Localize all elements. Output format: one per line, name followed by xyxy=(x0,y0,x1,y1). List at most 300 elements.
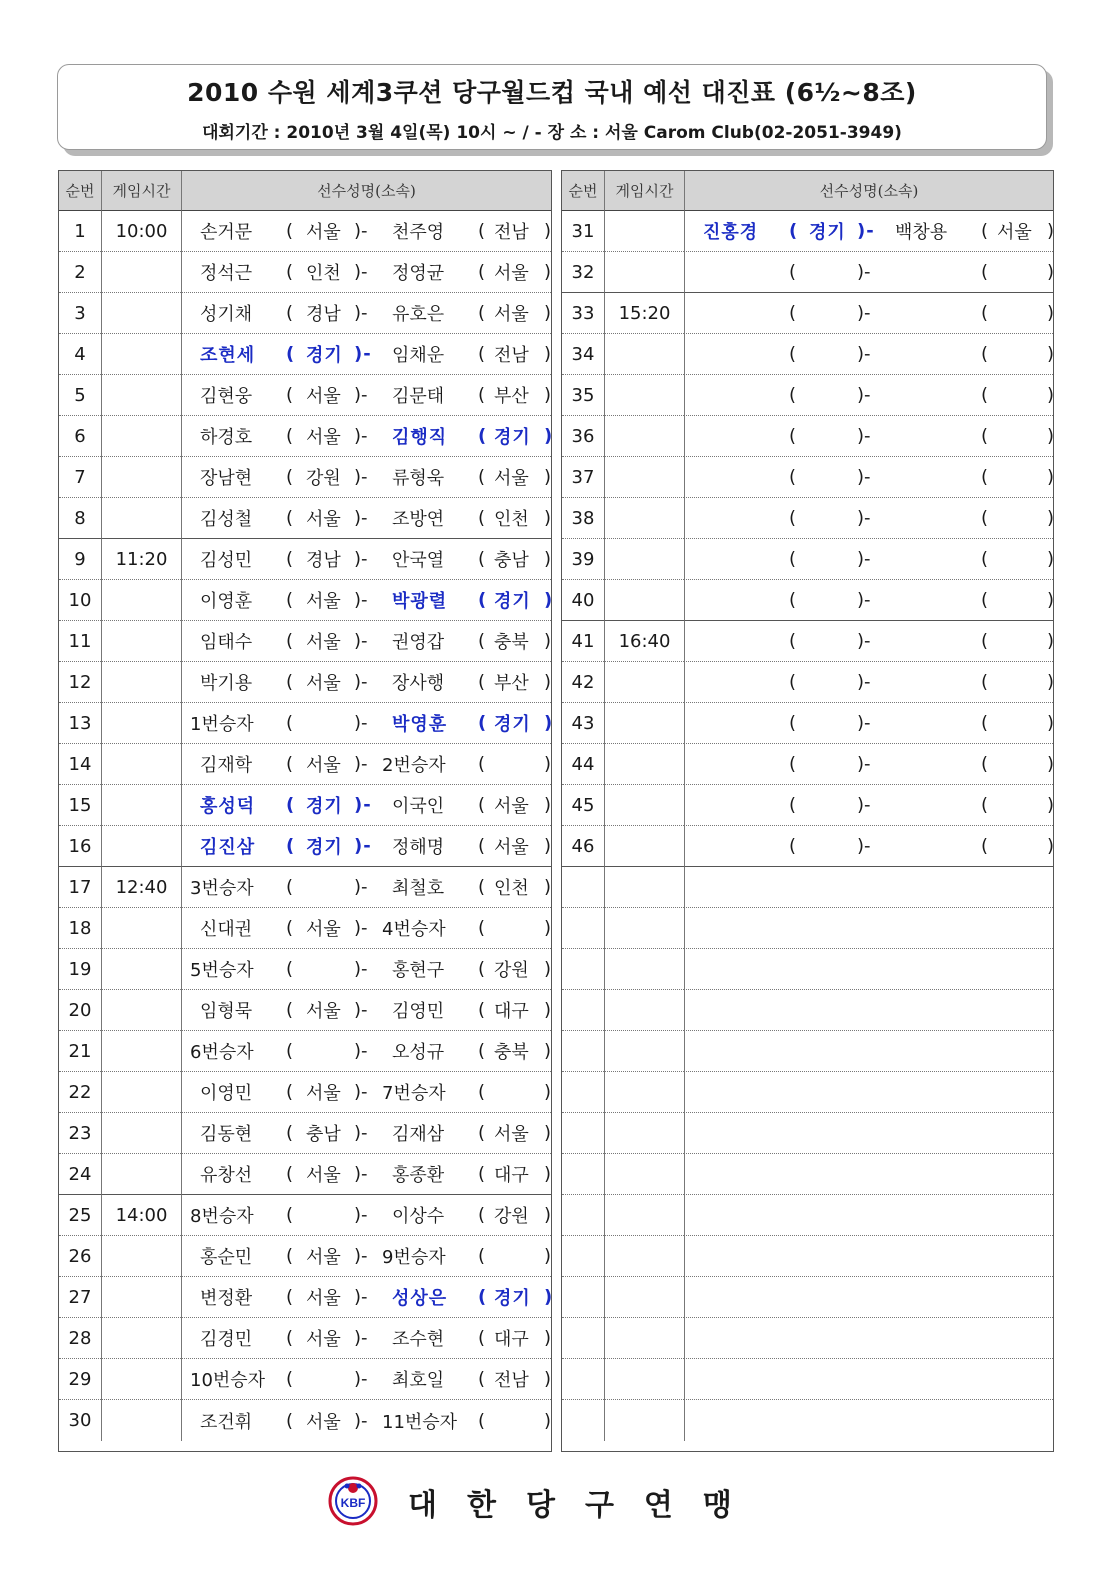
player-1-name: 5번승자 xyxy=(190,960,254,981)
paren-close-dash: )- xyxy=(354,753,368,775)
paren-open: ( xyxy=(981,712,989,734)
row-number: 38 xyxy=(562,498,604,539)
paren-close-dash: )- xyxy=(857,425,871,447)
game-time xyxy=(101,826,181,867)
paren-close-dash: )- xyxy=(354,589,368,611)
paren-open: ( xyxy=(478,1122,486,1144)
paren-close-dash: )- xyxy=(354,343,372,365)
player-2-affiliation: 서울 xyxy=(494,837,529,858)
player-2-affiliation: 전남 xyxy=(494,345,529,366)
match-players xyxy=(684,744,1053,785)
paren-close-dash: )- xyxy=(354,466,368,488)
match-players xyxy=(684,375,1053,416)
paren-open: ( xyxy=(286,1286,294,1308)
paren-close: ) xyxy=(544,671,552,693)
paren-open: ( xyxy=(478,425,488,447)
match-players xyxy=(181,1154,551,1195)
game-time xyxy=(101,1154,181,1195)
match-players xyxy=(181,1318,551,1359)
paren-close-dash: )- xyxy=(354,1245,368,1267)
player-1-affiliation: 서울 xyxy=(306,632,341,653)
row-number: 1 xyxy=(59,211,101,252)
paren-open: ( xyxy=(286,794,296,816)
match-players xyxy=(684,826,1053,867)
game-time xyxy=(101,1031,181,1072)
player-2-name: 최철호 xyxy=(392,878,445,899)
player-1-name: 박기용 xyxy=(200,673,253,694)
paren-close: ) xyxy=(544,1368,552,1390)
row-number xyxy=(562,949,604,990)
game-time xyxy=(101,662,181,703)
header-players: 선수성명(소속) xyxy=(684,171,1053,211)
match-players xyxy=(684,539,1053,580)
match-players xyxy=(684,949,1053,990)
player-2-name: 장사행 xyxy=(392,673,445,694)
paren-close: ) xyxy=(544,917,552,939)
player-1-affiliation: 경남 xyxy=(306,550,341,571)
row-number xyxy=(562,1277,604,1318)
row-number: 31 xyxy=(562,211,604,252)
game-time xyxy=(604,703,684,744)
player-2-name: 류형욱 xyxy=(392,468,445,489)
paren-close: ) xyxy=(1047,548,1055,570)
paren-open: ( xyxy=(981,343,989,365)
paren-open: ( xyxy=(478,384,486,406)
player-2-affiliation: 인천 xyxy=(494,509,529,530)
match-players xyxy=(684,1113,1053,1154)
player-1-name: 신대권 xyxy=(200,919,253,940)
page-title: 2010 수원 세계3쿠션 당구월드컵 국내 예선 대진표 (6½~8조) xyxy=(187,78,917,107)
paren-open: ( xyxy=(478,343,486,365)
paren-open: ( xyxy=(789,302,797,324)
paren-open: ( xyxy=(981,425,989,447)
paren-open: ( xyxy=(286,425,294,447)
player-1-affiliation: 경남 xyxy=(306,304,341,325)
match-players xyxy=(181,949,551,990)
paren-open: ( xyxy=(789,794,797,816)
player-1-affiliation: 서울 xyxy=(306,919,341,940)
row-number: 35 xyxy=(562,375,604,416)
player-2-affiliation: 서울 xyxy=(494,304,529,325)
paren-open: ( xyxy=(478,589,488,611)
player-2-affiliation: 대구 xyxy=(494,1165,529,1186)
row-number xyxy=(562,1236,604,1277)
paren-close-dash: )- xyxy=(354,671,368,693)
row-number: 42 xyxy=(562,662,604,703)
paren-close-dash: )- xyxy=(857,712,871,734)
paren-open: ( xyxy=(981,630,989,652)
match-players xyxy=(684,1031,1053,1072)
game-time: 14:00 xyxy=(101,1195,181,1236)
player-2-affiliation: 충북 xyxy=(494,1042,529,1063)
player-2-affiliation: 강원 xyxy=(494,1206,529,1227)
game-time xyxy=(101,457,181,498)
game-time xyxy=(604,580,684,621)
row-number: 22 xyxy=(59,1072,101,1113)
game-time xyxy=(604,1195,684,1236)
match-players xyxy=(181,908,551,949)
match-players xyxy=(181,744,551,785)
paren-close-dash: )- xyxy=(354,302,368,324)
row-number: 46 xyxy=(562,826,604,867)
match-players xyxy=(684,252,1053,293)
match-players xyxy=(181,252,551,293)
row-number: 44 xyxy=(562,744,604,785)
player-2-name: 4번승자 xyxy=(382,919,446,940)
game-time xyxy=(604,949,684,990)
player-2-name: 성상은 xyxy=(392,1288,448,1309)
paren-close-dash: )- xyxy=(354,999,368,1021)
match-players xyxy=(181,539,551,580)
row-number: 29 xyxy=(59,1359,101,1400)
player-1-name: 진홍경 xyxy=(703,222,759,243)
match-players xyxy=(181,375,551,416)
game-time xyxy=(604,498,684,539)
player-1-name: 김성민 xyxy=(200,550,253,571)
match-players xyxy=(684,211,1053,252)
match-players xyxy=(684,1236,1053,1277)
row-number: 37 xyxy=(562,457,604,498)
paren-close: ) xyxy=(544,1410,552,1431)
game-time: 12:40 xyxy=(101,867,181,908)
game-time xyxy=(604,908,684,949)
paren-close-dash: )- xyxy=(857,548,871,570)
match-players xyxy=(684,1318,1053,1359)
row-number: 43 xyxy=(562,703,604,744)
header-box xyxy=(57,64,1047,150)
row-number: 39 xyxy=(562,539,604,580)
player-1-affiliation: 서울 xyxy=(306,386,341,407)
player-1-affiliation: 서울 xyxy=(306,509,341,530)
paren-open: ( xyxy=(981,302,989,324)
row-number xyxy=(562,1359,604,1400)
match-players xyxy=(181,1072,551,1113)
player-1-name: 성기채 xyxy=(200,304,253,325)
player-2-affiliation: 서울 xyxy=(494,263,529,284)
player-2-affiliation: 경기 xyxy=(494,1288,531,1309)
game-time xyxy=(604,1154,684,1195)
player-2-name: 안국열 xyxy=(392,550,445,571)
player-1-name: 조건휘 xyxy=(200,1411,253,1433)
player-1-affiliation: 경기 xyxy=(306,345,343,366)
match-players xyxy=(181,826,551,867)
paren-open: ( xyxy=(286,712,294,734)
player-1-affiliation: 강원 xyxy=(306,468,341,489)
row-number: 28 xyxy=(59,1318,101,1359)
paren-open: ( xyxy=(478,671,486,693)
player-1-affiliation: 서울 xyxy=(306,1247,341,1268)
player-1-name: 김현웅 xyxy=(200,386,253,407)
paren-open: ( xyxy=(478,220,486,242)
game-time xyxy=(604,785,684,826)
paren-open: ( xyxy=(981,671,989,693)
row-number: 34 xyxy=(562,334,604,375)
player-1-name: 김진삼 xyxy=(200,837,256,858)
paren-open: ( xyxy=(286,1368,294,1390)
player-2-affiliation: 강원 xyxy=(494,960,529,981)
player-1-name: 이영민 xyxy=(200,1083,253,1104)
player-1-affiliation: 서울 xyxy=(306,1165,341,1186)
match-players xyxy=(181,662,551,703)
match-players xyxy=(181,990,551,1031)
game-time: 11:20 xyxy=(101,539,181,580)
paren-open: ( xyxy=(789,343,797,365)
player-2-name: 김문태 xyxy=(392,386,445,407)
paren-open: ( xyxy=(286,753,294,775)
match-players xyxy=(181,334,551,375)
game-time xyxy=(101,990,181,1031)
paren-close: ) xyxy=(1047,384,1055,406)
paren-close: ) xyxy=(544,1204,552,1226)
paren-close: ) xyxy=(1047,671,1055,693)
match-players xyxy=(684,457,1053,498)
match-players xyxy=(684,334,1053,375)
row-number: 30 xyxy=(68,1410,92,1431)
match-players xyxy=(684,662,1053,703)
paren-open: ( xyxy=(789,753,797,775)
player-2-affiliation: 부산 xyxy=(494,673,529,694)
paren-close-dash: )- xyxy=(857,671,871,693)
player-2-affiliation: 전남 xyxy=(494,222,529,243)
row-number xyxy=(562,1113,604,1154)
paren-close: ) xyxy=(544,507,552,529)
player-1-affiliation: 서울 xyxy=(306,222,341,243)
game-time xyxy=(101,580,181,621)
paren-open: ( xyxy=(286,302,294,324)
player-1-affiliation: 경기 xyxy=(809,222,846,243)
paren-close-dash: )- xyxy=(857,589,871,611)
game-time xyxy=(101,416,181,457)
paren-close-dash: )- xyxy=(354,1368,368,1390)
paren-open: ( xyxy=(478,1163,486,1185)
paren-close: ) xyxy=(544,1040,552,1062)
player-1-name: 조현세 xyxy=(200,345,256,366)
row-number: 20 xyxy=(59,990,101,1031)
player-2-name: 이국인 xyxy=(392,796,445,817)
paren-open: ( xyxy=(789,630,797,652)
paren-close: ) xyxy=(1047,630,1055,652)
paren-close: ) xyxy=(544,466,552,488)
player-1-affiliation: 인천 xyxy=(306,263,341,284)
paren-open: ( xyxy=(478,753,486,775)
game-time xyxy=(604,1236,684,1277)
match-players xyxy=(684,416,1053,457)
match-players xyxy=(181,1031,551,1072)
player-1-name: 정석근 xyxy=(200,263,253,284)
paren-open: ( xyxy=(789,220,799,242)
player-1-affiliation: 서울 xyxy=(306,1083,341,1104)
paren-close-dash: )- xyxy=(354,917,368,939)
paren-open: ( xyxy=(789,589,797,611)
game-time xyxy=(101,1236,181,1277)
paren-close: ) xyxy=(544,343,552,365)
paren-open: ( xyxy=(286,671,294,693)
paren-open: ( xyxy=(478,1204,486,1226)
player-1-affiliation: 서울 xyxy=(306,755,341,776)
match-players xyxy=(684,1154,1053,1195)
paren-close: ) xyxy=(544,1327,552,1349)
player-2-name: 권영갑 xyxy=(392,632,445,653)
row-number xyxy=(562,908,604,949)
paren-open: ( xyxy=(286,1081,294,1103)
match-players xyxy=(684,1400,1053,1441)
row-number: 25 xyxy=(59,1195,101,1236)
row-number: 4 xyxy=(59,334,101,375)
row-number: 9 xyxy=(59,539,101,580)
row-number xyxy=(562,1400,604,1441)
header-time: 게임시간 xyxy=(604,171,684,211)
player-1-name: 3번승자 xyxy=(190,878,254,899)
row-number: 40 xyxy=(562,580,604,621)
game-time xyxy=(101,621,181,662)
match-players xyxy=(181,293,551,334)
player-2-affiliation: 대구 xyxy=(494,1329,529,1350)
player-2-name: 김행직 xyxy=(392,427,448,448)
paren-close: ) xyxy=(544,1122,552,1144)
paren-close-dash: )- xyxy=(354,958,368,980)
match-players xyxy=(684,990,1053,1031)
game-time xyxy=(604,252,684,293)
paren-open: ( xyxy=(789,466,797,488)
game-time xyxy=(101,744,181,785)
paren-close: ) xyxy=(544,1245,552,1267)
row-number: 18 xyxy=(59,908,101,949)
match-players xyxy=(181,1400,551,1441)
paren-close: ) xyxy=(544,384,552,406)
match-players xyxy=(181,621,551,662)
player-1-name: 장남현 xyxy=(200,468,253,489)
paren-close-dash: )- xyxy=(857,753,871,775)
row-number: 33 xyxy=(562,293,604,334)
game-time xyxy=(101,498,181,539)
match-players xyxy=(181,498,551,539)
paren-close-dash: )- xyxy=(354,548,368,570)
paren-open: ( xyxy=(478,1040,486,1062)
player-1-name: 10번승자 xyxy=(190,1370,266,1391)
match-players xyxy=(684,293,1053,334)
paren-open: ( xyxy=(286,917,294,939)
paren-open: ( xyxy=(478,958,486,980)
player-1-name: 변정환 xyxy=(200,1288,253,1309)
paren-close-dash: )- xyxy=(857,794,871,816)
paren-open: ( xyxy=(981,589,989,611)
paren-open: ( xyxy=(286,1245,294,1267)
bracket-table-right xyxy=(561,170,1054,1452)
paren-close: ) xyxy=(544,1286,554,1308)
paren-open: ( xyxy=(286,589,294,611)
paren-close-dash: )- xyxy=(857,261,871,283)
player-2-name: 이상수 xyxy=(392,1206,445,1227)
row-number: 7 xyxy=(59,457,101,498)
game-time xyxy=(604,662,684,703)
paren-close: ) xyxy=(1047,261,1055,283)
game-time xyxy=(604,1359,684,1400)
paren-open: ( xyxy=(981,384,989,406)
game-time xyxy=(604,457,684,498)
row-number xyxy=(562,1031,604,1072)
player-2-affiliation: 서울 xyxy=(997,222,1032,243)
game-time xyxy=(604,375,684,416)
row-number: 3 xyxy=(59,293,101,334)
paren-open: ( xyxy=(286,835,296,857)
game-time xyxy=(604,1277,684,1318)
game-time xyxy=(604,416,684,457)
paren-close-dash: )- xyxy=(857,630,871,652)
player-2-name: 천주영 xyxy=(392,222,445,243)
row-number: 5 xyxy=(59,375,101,416)
header-time: 게임시간 xyxy=(101,171,181,211)
player-2-name: 2번승자 xyxy=(382,755,446,776)
paren-open: ( xyxy=(478,999,486,1021)
paren-close: ) xyxy=(1047,507,1055,529)
paren-close-dash: )- xyxy=(354,712,368,734)
paren-open: ( xyxy=(286,1122,294,1144)
game-time: 16:40 xyxy=(604,621,684,662)
paren-close: ) xyxy=(1047,753,1055,775)
game-time xyxy=(101,703,181,744)
paren-open: ( xyxy=(478,835,486,857)
paren-close: ) xyxy=(544,1081,552,1103)
match-players xyxy=(181,1113,551,1154)
player-2-name: 백창용 xyxy=(895,222,948,243)
row-number: 17 xyxy=(59,867,101,908)
player-1-affiliation: 서울 xyxy=(306,1001,341,1022)
row-number: 21 xyxy=(59,1031,101,1072)
paren-close: ) xyxy=(1047,712,1055,734)
paren-open: ( xyxy=(478,794,486,816)
paren-close-dash: )- xyxy=(354,384,368,406)
paren-open: ( xyxy=(286,1204,294,1226)
match-players xyxy=(181,1195,551,1236)
paren-open: ( xyxy=(286,1040,294,1062)
paren-close: ) xyxy=(544,794,552,816)
paren-close-dash: )- xyxy=(354,794,372,816)
player-1-name: 손거문 xyxy=(200,222,253,243)
match-players xyxy=(684,867,1053,908)
game-time xyxy=(604,744,684,785)
paren-open: ( xyxy=(286,958,294,980)
paren-open: ( xyxy=(981,466,989,488)
paren-open: ( xyxy=(286,261,294,283)
match-players xyxy=(181,1236,551,1277)
header-players: 선수성명(소속) xyxy=(181,171,551,211)
paren-open: ( xyxy=(789,712,797,734)
player-2-affiliation: 서울 xyxy=(494,796,529,817)
paren-close: ) xyxy=(544,753,552,775)
player-2-affiliation: 경기 xyxy=(494,427,531,448)
paren-open: ( xyxy=(478,1327,486,1349)
row-number: 19 xyxy=(59,949,101,990)
paren-open: ( xyxy=(478,261,486,283)
paren-open: ( xyxy=(478,712,488,734)
game-time xyxy=(604,334,684,375)
game-time xyxy=(101,252,181,293)
game-time xyxy=(604,826,684,867)
paren-open: ( xyxy=(286,466,294,488)
paren-close-dash: )- xyxy=(354,261,368,283)
paren-close-dash: )- xyxy=(354,1122,368,1144)
row-number: 12 xyxy=(59,662,101,703)
footer xyxy=(328,1476,788,1526)
player-2-affiliation: 경기 xyxy=(494,591,531,612)
match-players xyxy=(684,1359,1053,1400)
paren-open: ( xyxy=(478,876,486,898)
player-2-name: 정해명 xyxy=(392,837,445,858)
paren-open: ( xyxy=(286,343,296,365)
game-time xyxy=(604,867,684,908)
paren-open: ( xyxy=(981,548,989,570)
paren-close: ) xyxy=(544,712,554,734)
